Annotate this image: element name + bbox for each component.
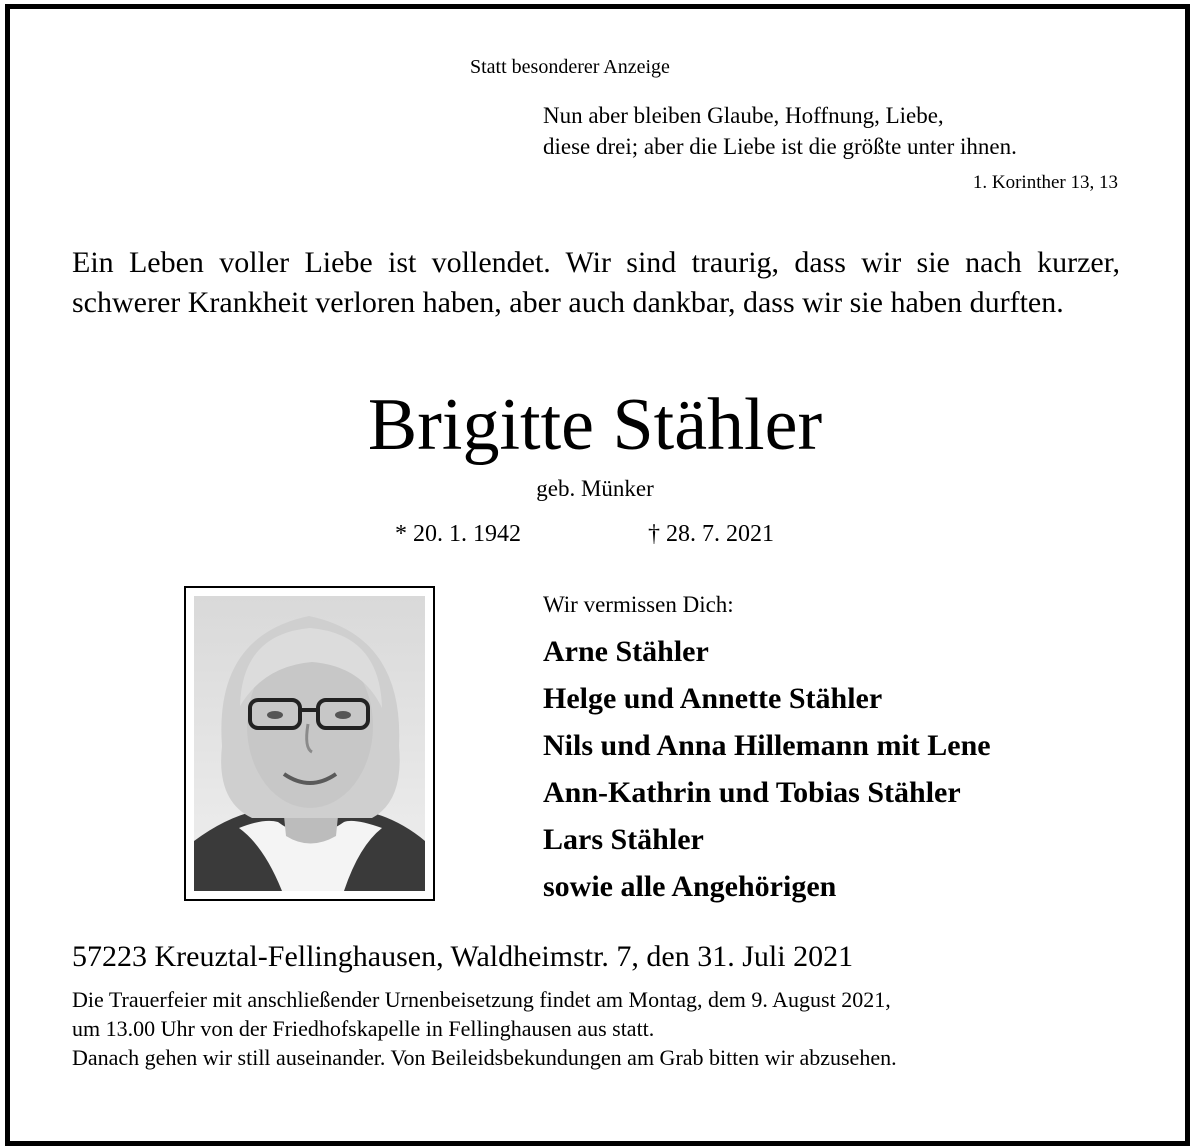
address-line: 57223 Kreuztal-Fellinghausen, Waldheimstr. 7, den 31. Juli 2021 [72, 940, 854, 973]
birth-date: * 20. 1. 1942 [395, 521, 521, 547]
funeral-details [72, 985, 1132, 1072]
details-line-1: Die Trauerfeier mit anschließender Urnenbeisetzung findet am Montag, dem 9. August 2021, [72, 987, 891, 1012]
portrait-photo [184, 586, 435, 901]
verse-reference: 1. Korinther 13, 13 [972, 172, 1118, 193]
deceased-name: Brigitte Stähler [367, 384, 823, 466]
mourner-name: Nils und Anna Hillemann mit Lene [543, 729, 991, 762]
mourner-name: Lars Stähler [543, 823, 704, 856]
birth-name: geb. Münker [536, 476, 654, 501]
mourner-name: Arne Stähler [543, 635, 709, 668]
mourners-intro: Wir vermissen Dich: [543, 592, 734, 617]
mourner-name: Helge und Annette Stähler [543, 682, 883, 715]
verse-line-2: diese drei; aber die Liebe ist die größte unter ihnen. [543, 134, 1017, 159]
intro-text: Ein Leben voller Liebe ist vollendet. Wir sind traurig, dass wir sie nach kurzer, schwerer Krankheit verloren haben, aber auch dankbar, dass wir sie haben durften. [72, 246, 1120, 319]
mourners-list [543, 628, 991, 910]
death-date: † 28. 7. 2021 [648, 521, 774, 547]
details-line-2: um 13.00 Uhr von der Friedhofskapelle in Fellinghausen aus statt. [72, 1016, 655, 1041]
bible-verse [543, 100, 1017, 162]
details-line-3: Danach gehen wir still auseinander. Von Beileidsbekundungen am Grab bitten wir abzusehen. [72, 1045, 897, 1070]
header-note: Statt besonderer Anzeige [470, 56, 670, 78]
portrait-image [194, 596, 425, 891]
mourner-name: sowie alle Angehörigen [543, 870, 837, 903]
verse-line-1: Nun aber bleiben Glaube, Hoffnung, Liebe, [543, 103, 944, 128]
mourner-name: Ann-Kathrin und Tobias Stähler [543, 776, 961, 809]
